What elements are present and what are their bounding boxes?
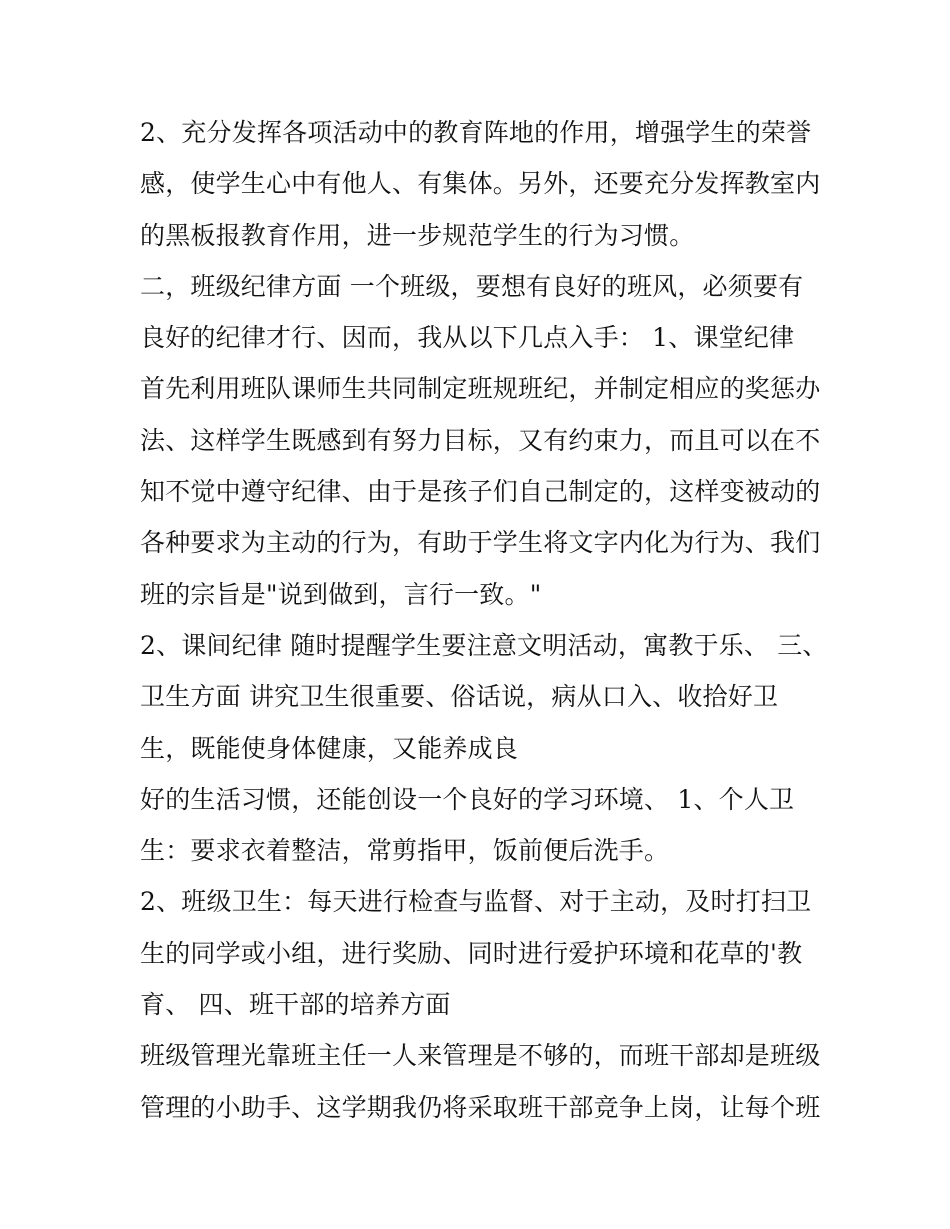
text-line: 育、 四、班干部的培养方面 (140, 990, 451, 1020)
text-line: 生：要求衣着整洁，常剪指甲，饭前便后洗手。 (140, 836, 670, 866)
text-line: 卫生方面 讲究卫生很重要、俗话说，病从口入、收拾好卫 (140, 682, 779, 712)
text-line: 2、班级卫生：每天进行检查与监督、对于主动，及时打扫卫 (140, 887, 812, 917)
text-line: 班的宗旨是"说到做到，言行一致。" (140, 579, 542, 609)
text-line: 班级管理光靠班主任一人来管理是不够的，而班干部却是班级 (140, 1041, 821, 1071)
text-line: 法、这样学生既感到有努力目标，又有约束力，而且可以在不 (140, 425, 821, 455)
text-line: 各种要求为主动的行为，有助于学生将文字内化为行为、我们 (140, 528, 821, 558)
body-text (140, 107, 828, 1133)
text-line: 2、课间纪律 随时提醒学生要注意文明活动，寓教于乐、 三、 (140, 630, 828, 660)
text-line: 生，既能使身体健康，又能养成良 (140, 733, 519, 763)
text-line: 好的生活习惯，还能创设一个良好的学习环境、 1、个人卫 (140, 784, 795, 814)
text-line: 良好的纪律才行、因而，我从以下几点入手： 1、课堂纪律 (140, 323, 795, 353)
text-line: 二，班级纪律方面 一个班级，要想有良好的班风，必须要有 (140, 271, 804, 301)
text-line: 的黑板报教育作用，进一步规范学生的行为习惯。 (140, 220, 695, 250)
text-line: 生的同学或小组，进行奖励、同时进行爱护环境和花草的'教 (140, 938, 803, 968)
text-line: 管理的小助手、这学期我仍将采取班干部竞争上岗，让每个班 (140, 1092, 821, 1122)
text-line: 知不觉中遵守纪律、由于是孩子们自己制定的，这样变被动的 (140, 477, 821, 507)
text-line: 2、充分发挥各项活动中的教育阵地的作用，增强学生的荣誉 (140, 118, 812, 147)
text-line: 感，使学生心中有他人、有集体。另外，还要充分发挥教室内 (140, 169, 821, 199)
text-line: 首先利用班队课师生共同制定班规班纪，并制定相应的奖惩办 (140, 374, 821, 404)
